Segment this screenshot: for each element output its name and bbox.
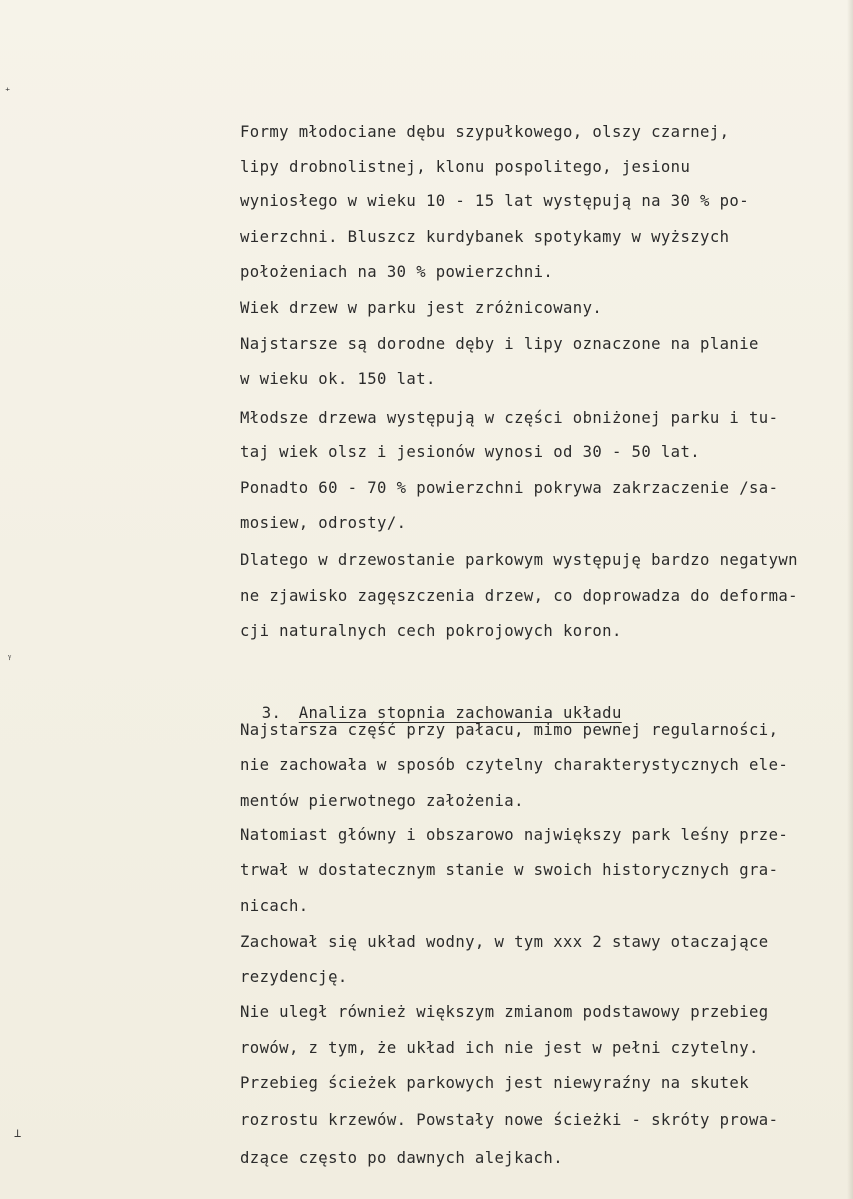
page-edge-shadow xyxy=(847,0,853,1199)
section-title: Analiza stopnia zachowania układu xyxy=(298,704,622,722)
punch-mark: ᵞ xyxy=(8,651,12,665)
text-line: Przebieg ścieżek parkowych jest niewyraźny na skutek xyxy=(240,1074,749,1092)
text-line: Nie uległ również większym zmianom podstawowy przebieg xyxy=(240,1003,769,1021)
text-line: cji naturalnych cech pokrojowych koron. xyxy=(240,622,622,640)
text-line: Formy młodociane dębu szypułkowego, olszy czarnej, xyxy=(240,123,730,141)
text-line: wierzchni. Bluszcz kurdybanek spotykamy w wyższych xyxy=(240,228,730,246)
section-heading xyxy=(203,677,622,722)
text-line: rowów, z tym, że układ ich nie jest w pełni czytelny. xyxy=(240,1039,759,1057)
text-line: mosiew, odrosty/. xyxy=(240,514,407,532)
text-line: w wieku ok. 150 lat. xyxy=(240,370,436,388)
text-line: Ponadto 60 - 70 % powierzchni pokrywa zakrzaczenie /sa- xyxy=(240,479,779,497)
text-line: lipy drobnolistnej, klonu pospolitego, jesionu xyxy=(240,158,691,176)
text-line: wyniosłego w wieku 10 - 15 lat występują na 30 % po- xyxy=(240,192,749,210)
text-line: Najstarsze są dorodne dęby i lipy oznaczone na planie xyxy=(240,335,759,353)
text-line: Dlatego w drzewostanie parkowym występuję bardzo negatywn xyxy=(240,551,798,569)
text-line: ne zjawisko zagęszczenia drzew, co doprowadza do deforma- xyxy=(240,587,798,605)
text-line: Najstarsza część przy pałacu, mimo pewnej regularności, xyxy=(240,721,779,739)
text-line: trwał w dostatecznym stanie w swoich historycznych gra- xyxy=(240,861,779,879)
text-line: położeniach na 30 % powierzchni. xyxy=(240,263,554,281)
text-line: taj wiek olsz i jesionów wynosi od 30 - 50 lat. xyxy=(240,443,701,461)
punch-mark: ⁺ xyxy=(4,84,12,98)
text-line: rozrostu krzewów. Powstały nowe ścieżki - skróty prowa- xyxy=(240,1111,779,1129)
text-line: nie zachowała w sposób czytelny charakterystycznych ele- xyxy=(240,756,789,774)
text-line: Natomiast główny i obszarowo największy park leśny prze- xyxy=(240,826,789,844)
text-line: Wiek drzew w parku jest zróżnicowany. xyxy=(240,299,603,317)
section-number: 3. xyxy=(261,704,282,722)
text-line: rezydencję. xyxy=(240,968,348,986)
text-line: Zachował się układ wodny, w tym xxx 2 stawy otaczające xyxy=(240,933,769,951)
text-line: dzące często po dawnych alejkach. xyxy=(240,1149,564,1167)
text-line: mentów pierwotnego założenia. xyxy=(240,792,524,810)
punch-mark: ⊥ xyxy=(14,1126,22,1140)
text-line: Młodsze drzewa występują w części obniżonej parku i tu- xyxy=(240,409,779,427)
text-line: nicach. xyxy=(240,897,309,915)
